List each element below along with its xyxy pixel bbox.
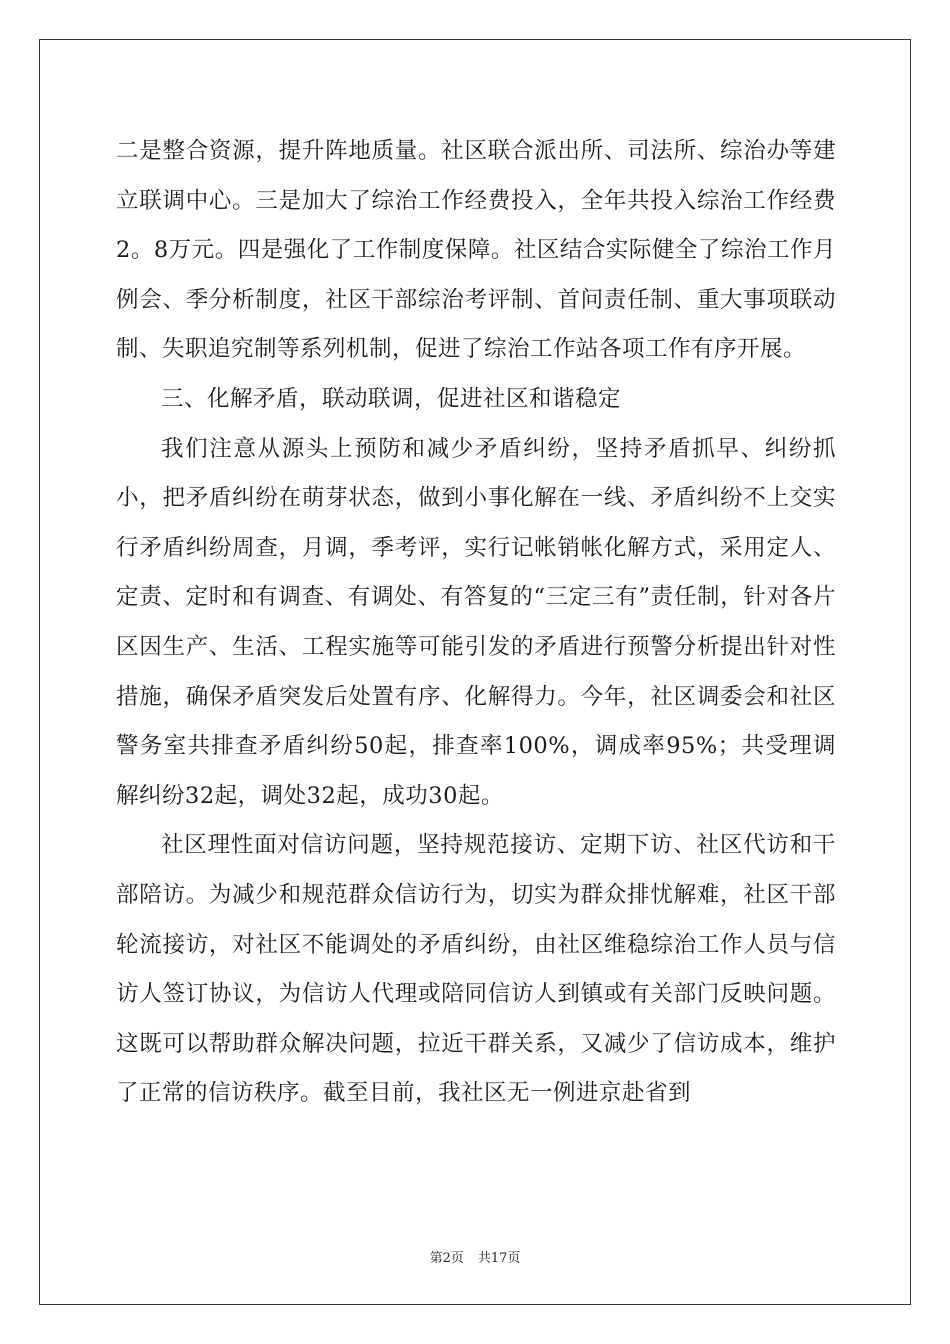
page-total: 共17页 xyxy=(477,1251,521,1266)
section-heading: 三、化解矛盾，联动联调，促进社区和谐稳定 xyxy=(161,385,622,412)
paragraph-petition-handling: 社区理性面对信访问题，坚持规范接访、定期下访、社区代访和干部陪访。为减少和规范群众信访行为，切实为群众排忧解难，社区干部轮流接访，对社区不能调处的矛盾纠纷，由社区维稳综治工作人员与信访人签订协议，为信访人代理或陪同信访人到镇或有关部门反映问题。这既可以帮助群众解决问题，拉近干群关系，又减少了信访成本，维护了正常的信访秩序。截至目前，我社区无一例进京赴省到 xyxy=(116,832,836,1107)
document-body xyxy=(116,127,836,1119)
paragraph-dispute-resolution: 我们注意从源头上预防和减少矛盾纠纷，坚持矛盾抓早、纠纷抓小，把矛盾纠纷在萌芽状态，做到小事化解在一线、矛盾纠纷不上交实行矛盾纠纷周查，月调，季考评，实行记帐销帐化解方式，采用定人、定责、定时和有调查、有调处、有答复的“三定三有”责任制，针对各片区因生产、生活、工程实施等可能引发的矛盾进行预警分析提出针对性措施，确保矛盾突发后处置有序、化解得力。今年，社区调委会和社区警务室共排查矛盾纠纷50起，排查率100%，调成率95%；共受理调解纠纷32起，调处32起，成功30起。 xyxy=(116,435,836,809)
page-number: 第2页 xyxy=(429,1251,464,1266)
paragraph-continuation: 二是整合资源，提升阵地质量。社区联合派出所、司法所、综治办等建立联调中心。三是加大了综治工作经费投入，全年共投入综治工作经费2。8万元。四是强化了工作制度保障。社区结合实际健全了综治工作月例会、季分析制度，社区干部综治考评制、首问责任制、重大事项联动制、失职追究制等系列机制，促进了综治工作站各项工作有序开展。 xyxy=(116,138,836,363)
page-footer xyxy=(0,1247,950,1266)
